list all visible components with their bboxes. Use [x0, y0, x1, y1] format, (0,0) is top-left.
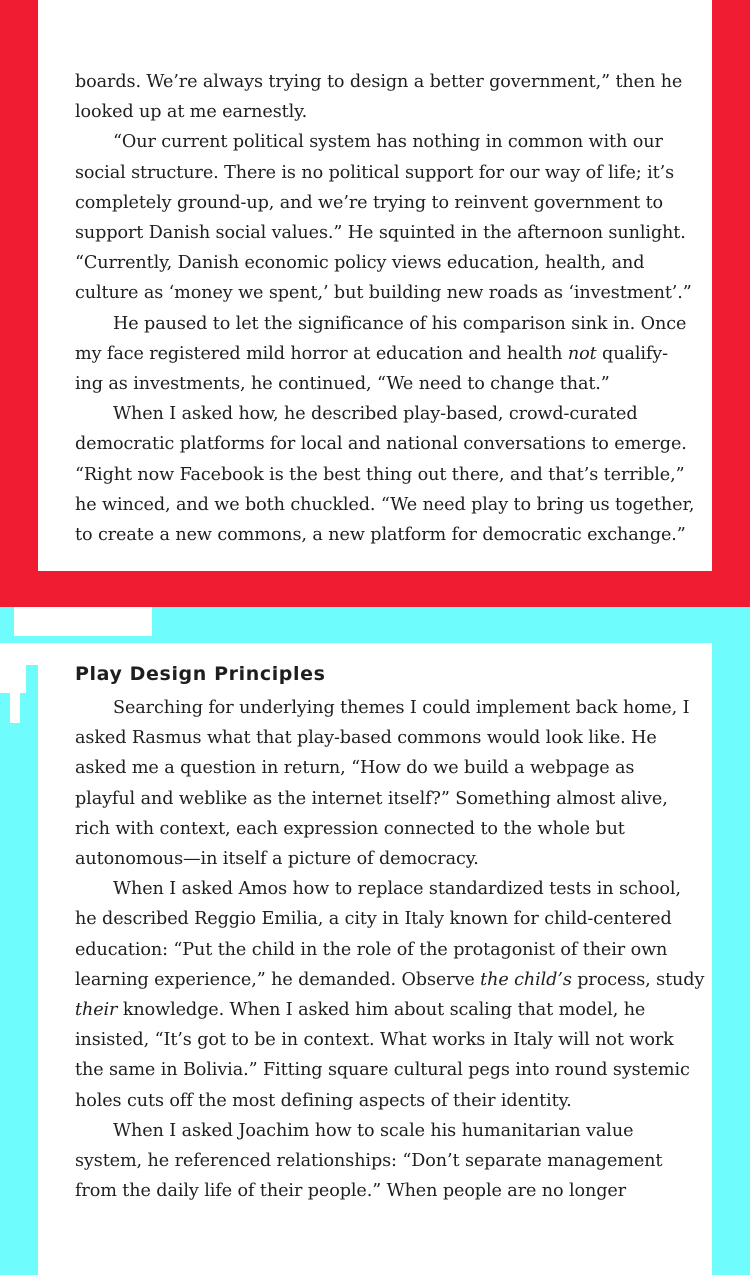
text-line: When I asked how, he described play-based, crowd-curated — [113, 404, 638, 425]
text-line: looked up at me earnestly. — [75, 102, 308, 123]
text-line: completely ground-up, and we’re trying to reinvent government to — [75, 192, 664, 213]
text-line — [75, 995, 675, 1025]
glitch-block — [0, 693, 10, 723]
text-line: He paused to let the significance of his comparison sink in. Once — [113, 313, 687, 334]
text-line: to create a new commons, a new platform for democratic exchange.” — [75, 525, 686, 546]
paragraph — [75, 693, 690, 874]
glitch-block — [0, 665, 26, 693]
paragraph — [75, 309, 687, 400]
text-line: asked me a question in return, “How do we build a webpage as — [75, 758, 635, 779]
emphasis-text: the child’s — [480, 969, 572, 990]
bottom-text-block — [75, 693, 705, 1206]
paragraph — [75, 399, 695, 550]
text-line: insisted, “It’s got to be in context. What works in Italy will not work — [75, 1030, 674, 1051]
top-text-block — [75, 67, 695, 550]
text-line: When I asked Amos how to replace standardized tests in school, — [113, 879, 681, 900]
text-line: “Our current political system has nothing in common with our — [113, 132, 663, 153]
text-line: rich with context, each expression connected to the whole but — [75, 818, 625, 839]
text-line: boards. We’re always trying to design a better government,” then he — [75, 72, 683, 92]
text-line: system, he referenced relationships: “Don’t separate management — [75, 1151, 663, 1172]
glitch-block — [98, 607, 152, 636]
section-heading: Play Design Principles — [75, 663, 326, 685]
text-fragment: qualify- — [596, 343, 668, 364]
text-line — [75, 339, 675, 369]
paragraph — [75, 1116, 675, 1207]
text-line: “Right now Facebook is the best thing out there, and that’s terrible,” — [75, 464, 685, 485]
paragraph — [75, 67, 683, 127]
text-line: asked Rasmus what that play-based commons would look like. He — [75, 728, 657, 749]
glitch-block — [0, 636, 712, 643]
text-line: Searching for underlying themes I could implement back home, I — [113, 698, 690, 718]
text-fragment: knowledge. When I asked him about scaling that model, he — [117, 1000, 646, 1021]
emphasis-text: not — [567, 343, 597, 364]
text-fragment: learning experience,” he demanded. Observe — [75, 969, 481, 990]
emphasis-text: their — [75, 1000, 118, 1021]
text-line: culture as ‘money we spent,’ but building new roads as ‘investment’.” — [75, 283, 692, 304]
text-line: When I asked Joachim how to scale his humanitarian value — [113, 1120, 634, 1141]
text-line: education: “Put the child in the role of the protagonist of their own — [75, 939, 668, 960]
paragraph — [75, 874, 705, 1116]
text-fragment: process, study — [571, 969, 705, 990]
text-line: holes cuts off the most defining aspects of their identity. — [75, 1090, 572, 1111]
glitch-block — [0, 643, 38, 665]
text-line: ing as investments, he continued, “We need to change that.” — [75, 374, 610, 395]
text-line: he described Reggio Emilia, a city in Italy known for child-centered — [75, 909, 672, 930]
text-line: from the daily life of their people.” When people are no longer — [75, 1181, 627, 1202]
text-line: support Danish social values.” He squinted in the afternoon sunlight. — [75, 223, 686, 244]
glitch-block — [14, 607, 98, 636]
paragraph — [75, 127, 692, 308]
text-line: the same in Bolivia.” Fitting square cultural pegs into round systemic — [75, 1060, 690, 1081]
text-line: he winced, and we both chuckled. “We need play to bring us together, — [75, 494, 695, 515]
text-line — [75, 965, 705, 995]
text-line: “Currently, Danish economic policy views education, health, and — [75, 253, 645, 274]
text-fragment: my face registered mild horror at education and health — [75, 343, 568, 364]
text-line: playful and weblike as the internet itself?” Something almost alive, — [75, 788, 668, 809]
text-line: autonomous—in itself a picture of democracy. — [75, 849, 479, 870]
text-line: social structure. There is no political support for our way of life; it’s — [75, 162, 675, 183]
text-line: democratic platforms for local and national conversations to emerge. — [75, 434, 687, 455]
